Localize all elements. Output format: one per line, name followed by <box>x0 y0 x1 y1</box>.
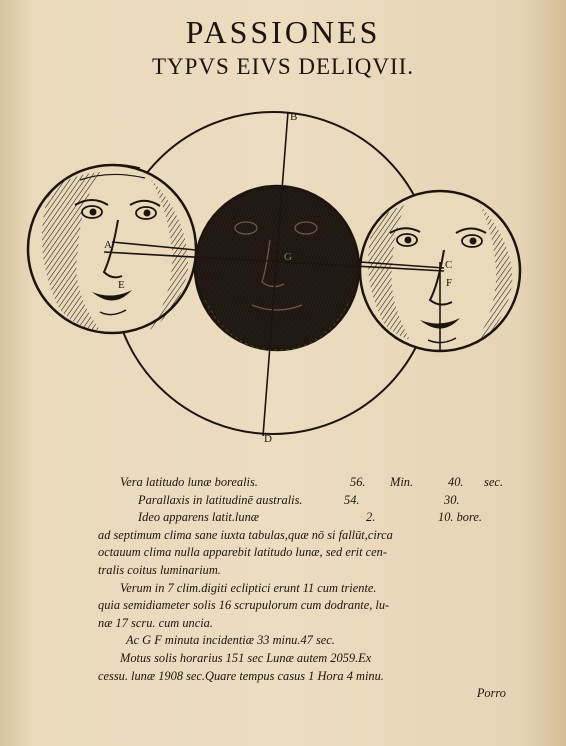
line1-unit: Min. <box>390 475 414 489</box>
line2-sec: 30. <box>444 492 460 507</box>
text-line: cessu. lunæ 1908 sec.Quare tempus casus 1 Hora 4 minu. <box>98 668 384 683</box>
line3-sec: 10. bore. <box>438 510 482 525</box>
line1-secunit: sec. <box>484 475 503 489</box>
line2-deg: 54. <box>344 492 360 507</box>
label-e: E <box>118 279 125 291</box>
label-a: A <box>104 239 112 251</box>
text-line: Ac G F minuta incidentiæ 33 minu.47 sec. <box>126 633 335 648</box>
text-line <box>98 474 518 492</box>
text-line: ad septimum clima sane iuxta tabulas,quæ nō si fallūt,circa <box>98 527 393 542</box>
text-line <box>98 492 518 510</box>
body-text <box>98 474 518 703</box>
eclipsed-sun <box>195 186 359 350</box>
text-line: Verum in 7 clim.digiti ecliptici erunt 11 cum triente. <box>120 580 377 595</box>
left-moon-face <box>28 164 196 333</box>
label-f: F <box>446 277 453 289</box>
line2-label: Parallaxis in latitudinē australis. <box>138 492 303 507</box>
text-line: octauum clima nulla apparebit latitudo lunæ, sed erit cen- <box>98 545 387 560</box>
text-line: næ 17 scru. cum uncia. <box>98 615 213 630</box>
line3-deg: 2. <box>366 510 376 525</box>
page-title: PASSIONES <box>185 14 381 50</box>
page-subtitle: TYPVS EIVS DELIQVII. <box>151 54 415 79</box>
line1-deg: 56. <box>350 475 366 489</box>
line3-label: Ideo apparens latit.lunæ <box>138 510 260 525</box>
text-line: tralis coitus luminarium. <box>98 562 221 577</box>
label-g: G <box>284 251 292 263</box>
label-b: B <box>290 111 298 123</box>
line1-sec: 40. <box>448 475 464 489</box>
text-line: quia semidiameter solis 16 scrupulorum cum dodrante, lu- <box>98 598 390 613</box>
label-c: C <box>445 259 453 271</box>
text-line: Motus solis horarius 151 sec Lunæ autem 2059.Ex <box>120 650 372 665</box>
catchword: Porro <box>476 686 506 701</box>
text-line <box>98 509 518 527</box>
line1-label: Vera latitudo lunæ borealis. <box>120 475 258 489</box>
label-d: D <box>264 433 272 445</box>
